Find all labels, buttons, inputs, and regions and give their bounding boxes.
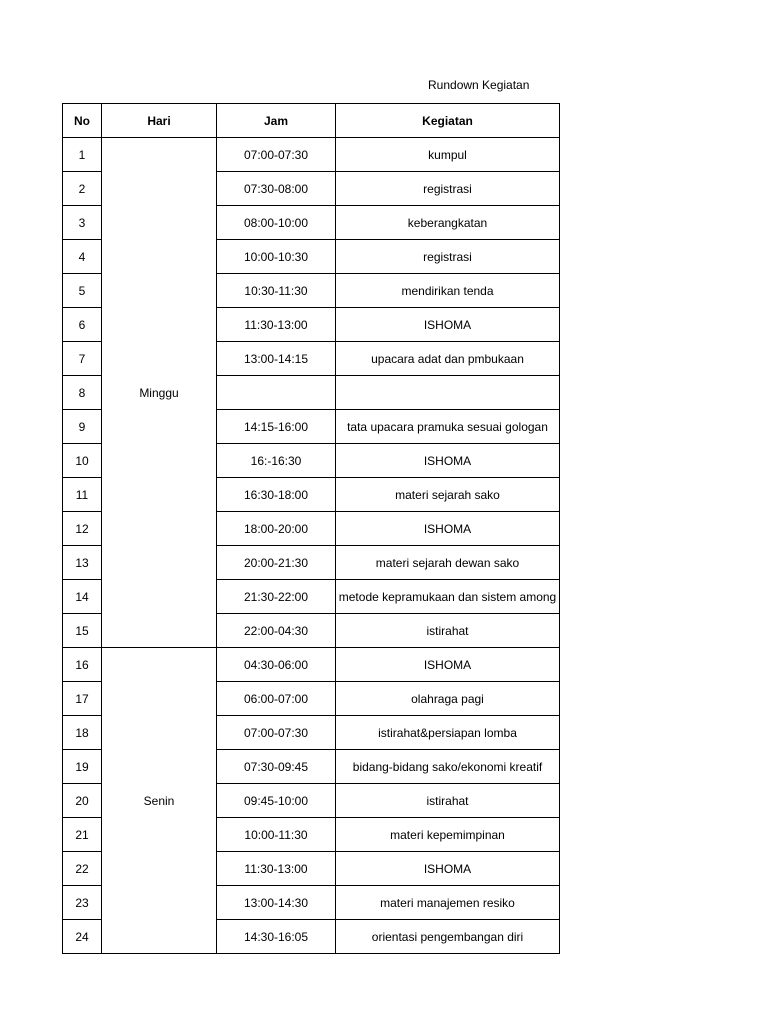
row-jam-cell: 09:45-10:00 bbox=[217, 784, 336, 818]
row-jam-cell: 11:30-13:00 bbox=[217, 852, 336, 886]
row-no-cell: 17 bbox=[63, 682, 102, 716]
row-kegiatan-cell: materi manajemen resiko bbox=[336, 886, 560, 920]
day-cell-senin: Senin bbox=[102, 648, 217, 954]
row-kegiatan-cell: bidang-bidang sako/ekonomi kreatif bbox=[336, 750, 560, 784]
row-kegiatan-cell: ISHOMA bbox=[336, 512, 560, 546]
row-jam-cell: 07:30-09:45 bbox=[217, 750, 336, 784]
row-no-cell: 2 bbox=[63, 172, 102, 206]
row-no-cell: 6 bbox=[63, 308, 102, 342]
row-jam-cell: 13:00-14:15 bbox=[217, 342, 336, 376]
row-jam-cell: 08:00-10:00 bbox=[217, 206, 336, 240]
row-no-cell: 5 bbox=[63, 274, 102, 308]
row-no-cell: 15 bbox=[63, 614, 102, 648]
row-kegiatan-cell: istirahat bbox=[336, 784, 560, 818]
row-kegiatan-cell: upacara adat dan pmbukaan bbox=[336, 342, 560, 376]
rundown-table bbox=[62, 103, 560, 954]
table-header-row bbox=[63, 104, 560, 138]
row-jam-cell: 10:00-10:30 bbox=[217, 240, 336, 274]
row-kegiatan-cell: keberangkatan bbox=[336, 206, 560, 240]
row-jam-cell: 18:00-20:00 bbox=[217, 512, 336, 546]
row-no-cell: 4 bbox=[63, 240, 102, 274]
day-cell-minggu: Minggu bbox=[102, 138, 217, 648]
row-kegiatan-cell: ISHOMA bbox=[336, 648, 560, 682]
row-no-cell: 24 bbox=[63, 920, 102, 954]
row-jam-cell: 10:30-11:30 bbox=[217, 274, 336, 308]
row-kegiatan-cell: orientasi pengembangan diri bbox=[336, 920, 560, 954]
row-no-cell: 8 bbox=[63, 376, 102, 410]
row-jam-cell: 21:30-22:00 bbox=[217, 580, 336, 614]
table-row bbox=[63, 648, 560, 682]
row-jam-cell: 22:00-04:30 bbox=[217, 614, 336, 648]
row-kegiatan-cell: istirahat bbox=[336, 614, 560, 648]
row-kegiatan-cell: tata upacara pramuka sesuai gologan bbox=[336, 410, 560, 444]
row-jam-cell: 20:00-21:30 bbox=[217, 546, 336, 580]
row-jam-cell: 14:15-16:00 bbox=[217, 410, 336, 444]
row-kegiatan-cell: olahraga pagi bbox=[336, 682, 560, 716]
row-no-cell: 10 bbox=[63, 444, 102, 478]
row-jam-cell: 07:30-08:00 bbox=[217, 172, 336, 206]
row-kegiatan-cell bbox=[336, 376, 560, 410]
row-jam-cell: 07:00-07:30 bbox=[217, 716, 336, 750]
row-kegiatan-cell: materi kepemimpinan bbox=[336, 818, 560, 852]
row-kegiatan-cell: materi sejarah sako bbox=[336, 478, 560, 512]
row-kegiatan-cell: ISHOMA bbox=[336, 308, 560, 342]
row-kegiatan-cell: ISHOMA bbox=[336, 852, 560, 886]
row-kegiatan-cell: registrasi bbox=[336, 240, 560, 274]
row-kegiatan-cell: mendirikan tenda bbox=[336, 274, 560, 308]
row-kegiatan-cell: ISHOMA bbox=[336, 444, 560, 478]
row-no-cell: 18 bbox=[63, 716, 102, 750]
row-jam-cell: 16:-16:30 bbox=[217, 444, 336, 478]
row-kegiatan-cell: registrasi bbox=[336, 172, 560, 206]
row-no-cell: 20 bbox=[63, 784, 102, 818]
page-title: Rundown Kegiatan bbox=[428, 78, 530, 92]
row-no-cell: 22 bbox=[63, 852, 102, 886]
row-jam-cell: 06:00-07:00 bbox=[217, 682, 336, 716]
row-jam-cell: 14:30-16:05 bbox=[217, 920, 336, 954]
header-hari: Hari bbox=[102, 104, 217, 138]
row-jam-cell bbox=[217, 376, 336, 410]
row-jam-cell: 04:30-06:00 bbox=[217, 648, 336, 682]
row-no-cell: 14 bbox=[63, 580, 102, 614]
row-kegiatan-cell: metode kepramukaan dan sistem among bbox=[336, 580, 560, 614]
row-no-cell: 3 bbox=[63, 206, 102, 240]
table-body bbox=[63, 138, 560, 954]
row-jam-cell: 16:30-18:00 bbox=[217, 478, 336, 512]
row-no-cell: 12 bbox=[63, 512, 102, 546]
header-jam: Jam bbox=[217, 104, 336, 138]
row-no-cell: 9 bbox=[63, 410, 102, 444]
row-no-cell: 21 bbox=[63, 818, 102, 852]
row-jam-cell: 11:30-13:00 bbox=[217, 308, 336, 342]
row-no-cell: 11 bbox=[63, 478, 102, 512]
row-no-cell: 16 bbox=[63, 648, 102, 682]
row-no-cell: 19 bbox=[63, 750, 102, 784]
row-no-cell: 13 bbox=[63, 546, 102, 580]
row-no-cell: 23 bbox=[63, 886, 102, 920]
row-jam-cell: 10:00-11:30 bbox=[217, 818, 336, 852]
row-no-cell: 1 bbox=[63, 138, 102, 172]
row-kegiatan-cell: istirahat&persiapan lomba bbox=[336, 716, 560, 750]
table-row bbox=[63, 138, 560, 172]
row-no-cell: 7 bbox=[63, 342, 102, 376]
header-no: No bbox=[63, 104, 102, 138]
row-kegiatan-cell: kumpul bbox=[336, 138, 560, 172]
row-jam-cell: 07:00-07:30 bbox=[217, 138, 336, 172]
row-jam-cell: 13:00-14:30 bbox=[217, 886, 336, 920]
header-kegiatan: Kegiatan bbox=[336, 104, 560, 138]
row-kegiatan-cell: materi sejarah dewan sako bbox=[336, 546, 560, 580]
